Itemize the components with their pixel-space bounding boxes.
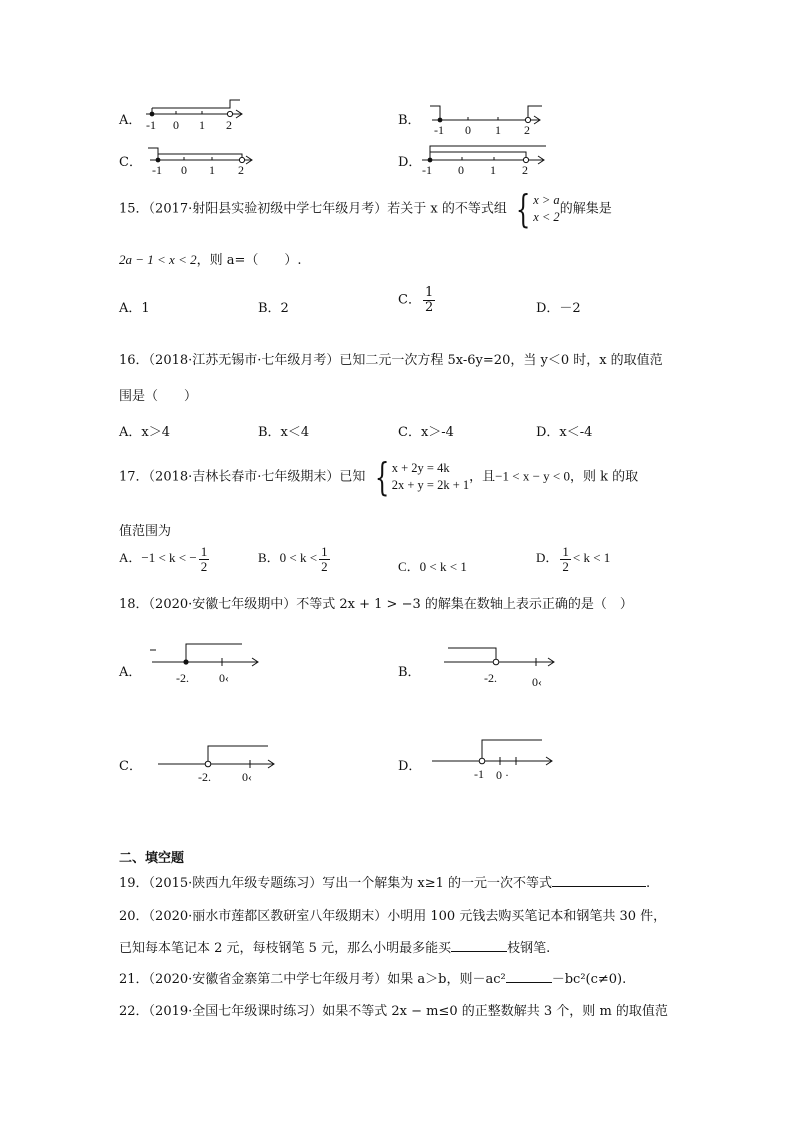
tick-label: 0 bbox=[465, 123, 471, 136]
question-text: －bc²(c≠0). bbox=[551, 972, 627, 987]
option-label: A． bbox=[119, 550, 142, 566]
question-source: （2018·吉林长春市·七年级期末）已知 bbox=[148, 469, 366, 485]
question-number: 17． bbox=[119, 469, 149, 485]
tick-label: 1 bbox=[209, 163, 215, 176]
fraction: $\frac{1}{2}$ bbox=[562, 544, 569, 574]
question-number: 15． bbox=[119, 201, 149, 217]
q15-option-a: A．1 bbox=[119, 301, 150, 316]
question-mid: ，且 bbox=[469, 469, 496, 485]
question-text: 21．（2020·安徽省金寨第二中学七年级月考）如果 a＞b，则－ac² bbox=[119, 972, 506, 987]
q14-option-a bbox=[119, 109, 141, 128]
inequality-system: { x > a x < 2 bbox=[515, 187, 560, 231]
q17-stem bbox=[119, 455, 639, 499]
q18-option-a: A． bbox=[119, 665, 142, 680]
option-label: C． bbox=[398, 292, 421, 308]
tick-label: -1 bbox=[146, 118, 156, 132]
tick-label: -2. bbox=[484, 671, 497, 685]
number-line-b bbox=[428, 102, 548, 136]
system-row: x > a bbox=[533, 193, 560, 208]
tick-label: 0 bbox=[458, 163, 464, 176]
tick-label: 0 · bbox=[496, 768, 509, 781]
q20-line1: 20．（2020·丽水市莲都区教研室八年级期末）小明用 100 元钱去购买笔记本和钢笔共 30 件， bbox=[119, 909, 667, 924]
solution-range: 2a − 1 < x < 2 bbox=[119, 252, 197, 267]
q18-option-c: C． bbox=[119, 759, 142, 774]
fraction: $\frac{1}{2}$ bbox=[200, 544, 208, 574]
system-row: x + 2y = 4k bbox=[391, 461, 450, 476]
tick-label: 1 bbox=[495, 123, 501, 136]
option-label: D． bbox=[398, 155, 422, 170]
fraction: $\frac{1}{2}$ bbox=[321, 544, 328, 574]
q15-option-c bbox=[398, 286, 437, 314]
tick-label: 2 bbox=[226, 118, 232, 132]
q18-option-b: B． bbox=[398, 665, 421, 680]
option-label: B． bbox=[398, 113, 421, 128]
q21 bbox=[119, 968, 626, 987]
tick-label: 1 bbox=[490, 163, 496, 176]
q15-line2 bbox=[119, 249, 302, 268]
option-label: B． bbox=[258, 550, 280, 566]
tick-label: -1 bbox=[422, 163, 432, 176]
condition: −1 < x − y < 0 bbox=[495, 468, 570, 484]
tick-label: 2 bbox=[238, 163, 244, 176]
number-line-18d bbox=[428, 735, 558, 781]
q17-option-c: C．0 < k < 1 bbox=[398, 559, 467, 574]
q14-option-b bbox=[398, 109, 421, 128]
q17-option-b bbox=[258, 545, 332, 573]
question-tail: ，则 k 的取 bbox=[569, 469, 639, 485]
q15-option-b: B．2 bbox=[258, 301, 289, 316]
option-text: 0 < k < bbox=[279, 550, 318, 566]
system-row: 2x + y = 2k + 1 bbox=[391, 478, 470, 492]
question-tail: 的解集是 bbox=[559, 201, 612, 217]
tick-label: -2. bbox=[198, 770, 211, 784]
q18-option-d: D． bbox=[398, 759, 422, 774]
system-row: x < 2 bbox=[533, 210, 560, 224]
number-line-18b bbox=[440, 640, 560, 690]
option-text: −1 < k < − bbox=[141, 550, 197, 566]
option-label: C． bbox=[119, 155, 142, 170]
tick-label: 2 bbox=[524, 123, 530, 136]
fraction: $\frac{1}{2}$ bbox=[424, 285, 434, 315]
tick-label: 1 bbox=[199, 118, 205, 132]
tick-label: 0‹ bbox=[532, 675, 542, 689]
q16-option-b: B．x＜4 bbox=[258, 425, 310, 440]
tick-label: 0 bbox=[181, 163, 187, 176]
question-source: （2017·射阳县实验初级中学七年级月考）若关于 x 的不等式组 bbox=[148, 201, 507, 217]
question-text: 枝钢笔. bbox=[507, 941, 551, 956]
answer-blank[interactable] bbox=[552, 874, 646, 887]
q16-line1: 16．（2018·江苏无锡市·七年级月考）已知二元一次方程 5x-6y=20，当 y＜0 时，x 的取值范 bbox=[119, 353, 663, 368]
question-text: 已知每本笔记本 2 元，每枝钢笔 5 元，那么小明最多能买 bbox=[119, 941, 452, 956]
q14-option-c bbox=[119, 151, 142, 170]
number-line-18a bbox=[148, 640, 264, 690]
section-title: 二、填空题 bbox=[119, 851, 185, 866]
question-text: 19．（2015·陕西九年级专题练习）写出一个解集为 x≥1 的一元一次不等式 bbox=[119, 876, 553, 891]
q17-option-a bbox=[119, 545, 211, 573]
tick-label: 0‹ bbox=[242, 770, 252, 784]
tick-label: -1 bbox=[152, 163, 162, 176]
q15-stem bbox=[119, 187, 612, 231]
tick-label: 0‹ bbox=[219, 671, 229, 685]
tick-label: -1 bbox=[474, 767, 484, 781]
tick-label: -2. bbox=[176, 671, 189, 685]
q16-option-d: D．x＜-4 bbox=[536, 425, 593, 440]
question-text: ，则 a=（ ）. bbox=[196, 253, 302, 268]
q16-option-c: C．x＞-4 bbox=[398, 425, 454, 440]
q15-option-d: D．－2 bbox=[536, 301, 581, 316]
option-text: < k < 1 bbox=[572, 550, 611, 566]
tick-label: -1 bbox=[434, 123, 444, 136]
tick-label: 0 bbox=[173, 118, 179, 132]
number-line-d bbox=[418, 140, 550, 176]
equation-system: { x + 2y = 4k 2x + y = 2k + 1 bbox=[374, 455, 470, 499]
number-line-18c bbox=[156, 738, 280, 784]
number-line-a bbox=[142, 96, 252, 132]
answer-blank[interactable] bbox=[506, 970, 552, 983]
q17-line2: 值范围为 bbox=[119, 524, 172, 539]
question-end: . bbox=[646, 876, 651, 891]
q17-option-d bbox=[536, 545, 610, 573]
number-line-c bbox=[146, 142, 258, 176]
answer-blank[interactable] bbox=[451, 939, 507, 952]
option-label: A． bbox=[119, 113, 142, 128]
q18-stem: 18．（2020·安徽七年级期中）不等式 2x + 1 > −3 的解集在数轴上表示正确的是（ ） bbox=[119, 597, 633, 612]
q20-line2 bbox=[119, 937, 550, 956]
q22: 22．（2019·全国七年级课时练习）如果不等式 2x − m≤0 的正整数解共 3 个，则 m 的取值范 bbox=[119, 1004, 668, 1019]
option-label: D． bbox=[536, 550, 559, 566]
q16-line2: 围是（ ） bbox=[119, 389, 198, 404]
q19 bbox=[119, 872, 650, 891]
q16-option-a: A．x＞4 bbox=[119, 425, 170, 440]
tick-label: 2 bbox=[522, 163, 528, 176]
